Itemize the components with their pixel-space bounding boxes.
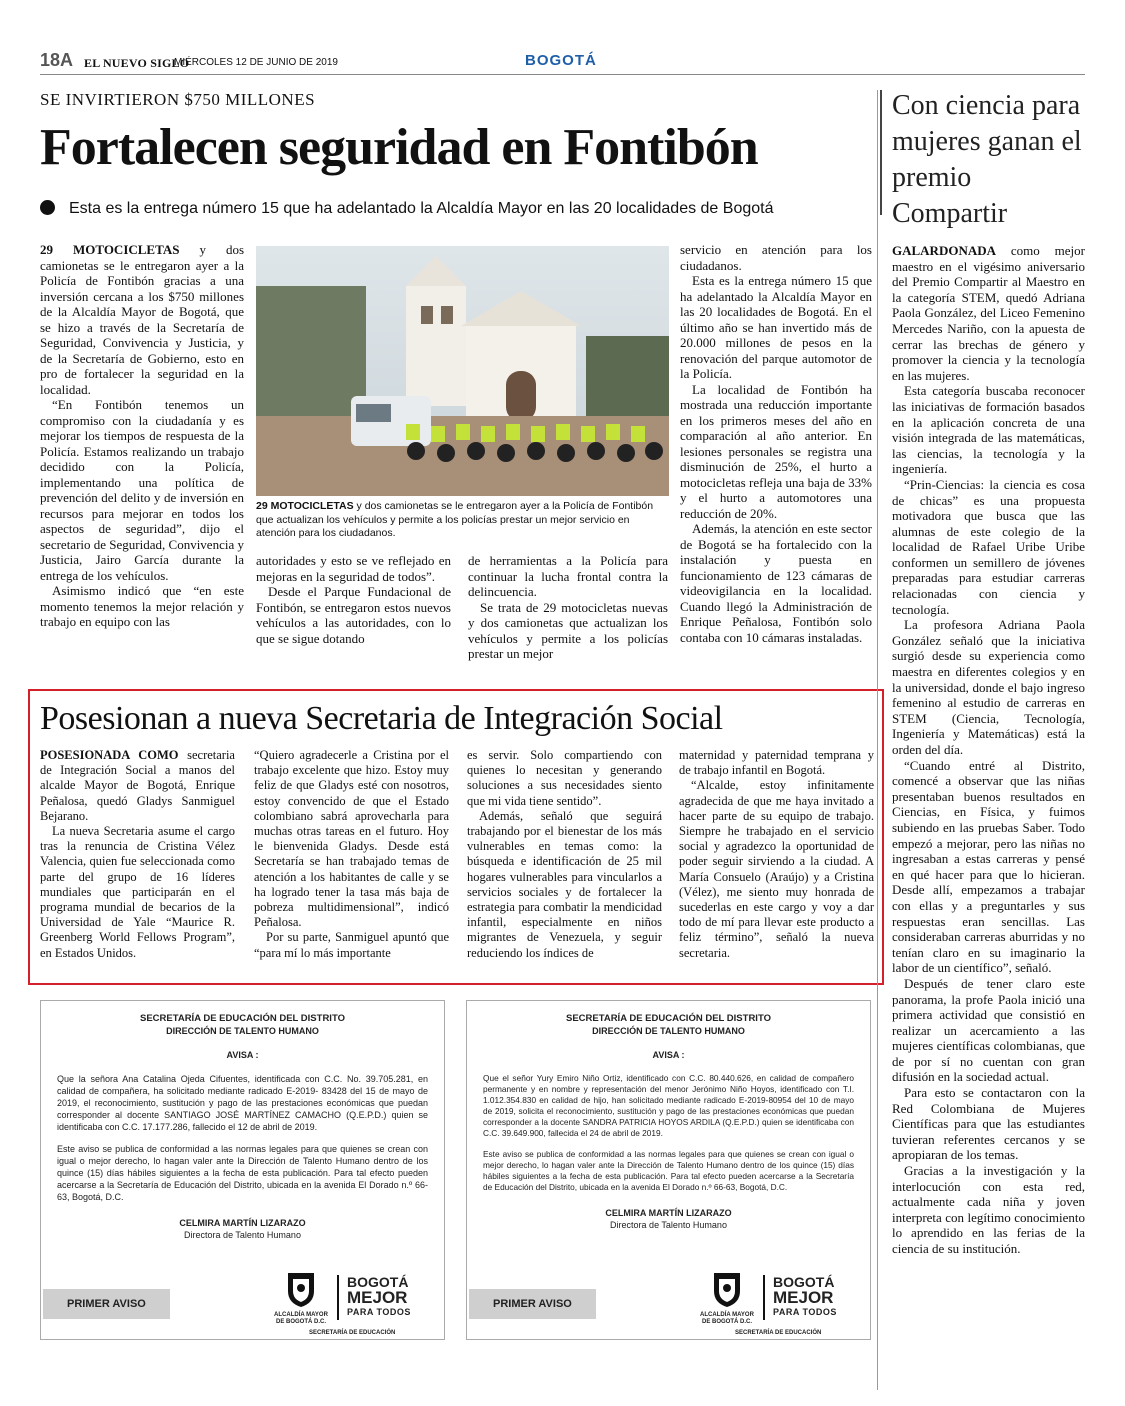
title-rule — [880, 90, 882, 215]
district-logos — [697, 1269, 837, 1326]
church-motorcycles-photo — [256, 246, 669, 496]
main-kicker: SE INVIRTIERON $750 MILLONES — [40, 90, 316, 109]
paragraph: Desde el Parque Fundacional de Fontibón, se entregaron estos nuevos vehículos a las autoridades, con lo que se sigue dotando — [256, 584, 451, 646]
paragraph: y dos camionetas se le entregaron ayer a la Policía de Fontibón gracias a una inversión cercana a los $750 millones de la Alcaldía Mayor de Bogotá, que se hizo a través de la Secretaría de Seguridad, Convivencia y Justicia, y de la Secretaría de Gobierno, esto en pro de fortalecer la seguridad en la localidad. — [40, 242, 244, 397]
paragraph: como mejor maestro en el vigésimo aniversario del Premio Compartir al Maestro en la categoría STEM, quedó Adriana Paola González, del Liceo Femenino Mercedes Nariño, con la apuesta de cerrar las brechas de género y promover la ciencia y la tecnología en las mujeres. — [892, 243, 1085, 383]
second-headline: Posesionan a nueva Secretaria de Integración Social — [40, 700, 723, 737]
second-column-3 — [467, 748, 662, 961]
logo-bogota: BOGOTÁ — [347, 1274, 409, 1290]
main-column-2 — [256, 553, 451, 646]
paragraph: Esta categoría buscaba reconocer las iniciativas de formación basados en la aplicación concreta de una visión integrada de las matemáticas, las ciencias, la tecnología y la ingeniería. — [892, 383, 1085, 477]
second-column-4 — [679, 748, 874, 961]
paragraph: Después de tener claro este panorama, la profe Paola inició una primera actividad que consistió en realizar un acercamiento a las mujeres científicas colombianas, que de por sí no cuentan con gran difusión en la sociedad actual. — [892, 975, 1085, 1085]
signer-role: Directora de Talento Humano — [184, 1230, 301, 1240]
logo-mejor: MEJOR — [773, 1288, 834, 1307]
notice-paragraph: Que el señor Yury Emiro Niño Ortiz, identificado con C.C. 80.440.626, en calidad de compañero permanente y en nombre y representación del menor Jerónimo Niño Hoyos, identificado con T.I. 1.012.354.830 en calidad de hijo, han solicitado mediante radicado E-2019-80954 del 10 de mayo de 2019, solicita el reconocimiento, sustitución y pago de las prestaciones económicas que puedan corresponder a la docente SANDRA PATRICIA HOYOS ARDILA (Q.E.P.D.) quien se identificaba con C.C. 39.649.900, fallecida el 24 de abril de 2019. — [483, 1073, 854, 1138]
sidebar-headline: Con ciencia para mujeres ganan el premio Compartir — [892, 90, 1082, 229]
bogota-mejor-logo — [337, 1275, 411, 1320]
main-column-4 — [680, 242, 872, 645]
alcaldia-logo — [697, 1269, 757, 1326]
first-notice-badge: PRIMER AVISO — [469, 1289, 596, 1319]
notice-paragraph: Este aviso se publica de conformidad a las normas legales para que quienes se crean con igual o mejor derecho, lo hagan valer ante la Dirección de Talento Humano dentro de los quince (15) días hábiles siguientes a la fecha de esta publicación. Para tal efecto pueden acercarse a la Secretaría de Educación del Distrito, ubicada en la avenida El Dorado n.º 66-63, Bogotá, D.C. — [57, 1144, 428, 1202]
notice-paragraph: Que la señora Ana Catalina Ojeda Cifuentes, identificada con C.C. No. 39.705.281, en calidad de compañera, ha solicitado mediante radicado E-2019- 83428 del 15 de mayo de 2019, el reconocimiento, sustitución y pago de las prestaciones económicas que puedan corresponder al docente SANTIAGO JOSÉ MARTÍNEZ CAMACHO (Q.E.P.D.) quien se identificaba con C.C. 17.177.286, fallecido el 12 de abril de 2019. — [57, 1074, 428, 1132]
subhead-text: Esta es la entrega número 15 que ha adelantado la Alcaldía Mayor en las 20 localidades de Bogotá — [69, 200, 774, 217]
signer-role: Directora de Talento Humano — [610, 1220, 727, 1230]
sed-label: SECRETARÍA DE EDUCACIÓN — [735, 1330, 822, 1336]
paragraph: Para esto se contactaron con la Red Colombiana de Mujeres Científicas para que las estudiantes tuvieran referentes cercanos y se apropiaran de los temas. — [892, 1085, 1085, 1163]
notice-subheading: DIRECCIÓN DE TALENTO HUMANO — [166, 1026, 319, 1036]
notice-paragraph: Este aviso se publica de conformidad a las normas legales para que quienes se crean con igual o mejor derecho, lo hagan valer ante la Dirección de Talento Humano dentro de los quince (15) días hábiles siguientes a la fecha de esta publicación. Para tal efecto pueden acercarse a la Secretaría de Educación del Distrito, ubicada en la avenida El Dorado n.º 66-63, Bogotá, D.C. — [483, 1149, 854, 1192]
notice-avisa: AVISA : — [652, 1050, 685, 1060]
paragraph: “Alcalde, estoy infinitamente agradecida de que me haya invitado a hacer parte de su equipo de trabajo. Siempre he trabajado en el servicio social y agradezco la oportunidad de poder seguir sirviendo a la ciudad. A María Consuelo (Araújo) y a Cristina (Vélez), me siento muy honrada de sucederlas en este cargo y voy a dar todo de mí para llevar este producto a feliz término”, señaló la nueva secretaria. — [679, 778, 874, 960]
paragraph: Por su parte, Sanmiguel apuntó que “para mí lo más importante — [254, 930, 449, 960]
bogota-shield-icon — [710, 1269, 744, 1309]
main-subhead — [40, 200, 870, 218]
legal-notice-2 — [466, 1000, 871, 1340]
paragraph: La nueva Secretaria asume el cargo tras la renuncia de Cristina Vélez Valencia, quien fue seleccionada como parte del grupo de 16 líderes mundiales que participarán en el programa mundial de becarios de la Universidad de Yale “Maurice R. Greenberg World Fellows Program”, en Estados Unidos. — [40, 824, 235, 960]
paragraph: “Prin-Ciencias: la ciencia es cosa de chicas” es una propuesta motivadora que busca que las alumnas de este colegio de la localidad de Rafael Uribe Uribe conformen un semillero de jóvenes preparadas para estudiar carreras relacionadas con ciencia y tecnología. — [892, 476, 1085, 617]
logo-para-todos: PARA TODOS — [773, 1307, 837, 1317]
bogota-mejor-logo — [763, 1275, 837, 1320]
paragraph: Además, la atención en este sector de Bogotá se ha fortalecido con la instalación y puesta en funcionamiento de 123 cámaras de videovigilancia en la localidad. Cuando llegó la Administración de Enrique Peñalosa, Fontibón solo contaba con 10 cámaras instaladas. — [680, 521, 872, 645]
page-number: 18A — [40, 50, 74, 70]
paragraph: La localidad de Fontibón ha mostrada una reducción importante en los primeros meses del año en comparación al año anterior. En lesiones personales se registra una disminución de 25%, el hurto a motocicletas refleja una baja de 33% y el hurto a automotores una reducción de 20%. — [680, 381, 872, 521]
issue-date: MIÉRCOLES 12 DE JUNIO DE 2019 — [174, 57, 338, 68]
photo-caption — [256, 500, 669, 541]
paragraph: “En Fontibón tenemos un compromiso con la ciudadanía y es mejorar los tiempos de respuesta de la Policía. Estamos realizando un trabajo decidido con la Policía, implementando una política de prevención del delito y de inversión en recursos para mejorar en todos los aspectos de seguridad”, dijo el secretario de Seguridad, Convivencia y Justicia, Jairo García durante la entrega de los vehículos. — [40, 397, 244, 583]
paragraph: Además, señaló que seguirá trabajando por el bienestar de los más vulnerables en temas como: la búsqueda e identificación de 25 mil hogares vulnerables para vincularlos a servicios sociales y de fortalecer la estrategia para combatir la mendicidad infantil, especialmente en niños migrantes de Venezuela, y seguir reduciendo los índices de — [467, 808, 662, 960]
legal-notice-1 — [40, 1000, 445, 1340]
paragraph: de herramientas a la Policía para continuar la lucha frontal contra la delincuencia. — [468, 553, 668, 599]
notice-signature — [483, 1207, 854, 1231]
paragraph: autoridades y esto se ve reflejado en mejoras en la seguridad de todos”. — [256, 553, 451, 584]
paragraph: La profesora Adriana Paola González señaló que la iniciativa surgió desde su experiencia como maestra en diferentes colegios y en la universidad, donde el bajo ingreso femenino al estudio de carreras en STEM (Ciencia, Tecnología, Ingeniería y Matemáticas) está la orden del día. — [892, 617, 1085, 757]
paragraph: secretaria de Integración Social a manos del alcalde Mayor de Bogotá, Enrique Peñalosa, quedó Gladys Sanmiguel Bejarano. — [40, 748, 235, 823]
bogota-shield-icon — [284, 1269, 318, 1309]
paragraph: Asimismo indicó que “en este momento tenemos la mejor relación y trabajo en equipo con las — [40, 583, 244, 629]
notice-subheading: DIRECCIÓN DE TALENTO HUMANO — [592, 1026, 745, 1036]
paragraph: Esta es la entrega número 15 que ha adelantado la Alcaldía Mayor en las 20 localidades de Bogotá. En el último año se han invertido más de 20.000 millones de pesos en la renovación del parque automotor de la Policía. — [680, 273, 872, 381]
sed-label: SECRETARÍA DE EDUCACIÓN — [309, 1330, 396, 1336]
alcaldia-text: ALCALDÍA MAYOR DE BOGOTÁ D.C. — [274, 1312, 328, 1325]
news-photo — [256, 246, 669, 496]
lead-in: POSESIONADA COMO — [40, 748, 179, 762]
main-column-1 — [40, 242, 244, 630]
alcaldia-logo — [271, 1269, 331, 1326]
paragraph: Se trata de 29 motocicletas nuevas y dos camionetas que actualizan los vehículos y permite a los policías prestar un mejor — [468, 599, 668, 661]
notice-heading: SECRETARÍA DE EDUCACIÓN DEL DISTRITO — [566, 1013, 771, 1024]
notice-signature — [57, 1217, 428, 1241]
paragraph: es servir. Solo compartiendo con quienes lo necesitan y generando soluciones a sus necesidades siento que mi vida tiene sentido”. — [467, 748, 662, 808]
sidebar-story — [892, 243, 1085, 1257]
column-rule — [877, 90, 878, 1390]
paragraph: servicio en atención para los ciudadanos. — [680, 242, 872, 273]
main-headline: Fortalecen seguridad en Fontibón — [40, 119, 758, 176]
caption-lead: 29 MOTOCICLETAS — [256, 500, 354, 512]
second-column-1 — [40, 748, 235, 961]
paragraph: “Cuando entré al Distrito, comencé a observar que las niñas presentaban buenos resultados en Ciencias, en Física, y fuimos subiendo en las pruebas Saber. Todo empezó a mejorar, pero las niñas no ingresaban a estas carreras y pensé en qué hacer para que lo hicieran. Desde allí, empezamos a trabajar con ellas y a preguntarles y sus respuestas eran sencillas. Las consideraban carreras aburridas y no tenían claro en su imaginario la labor de un científico”, señaló. — [892, 757, 1085, 976]
signer-name: CELMIRA MARTÍN LIZARAZO — [605, 1208, 732, 1218]
district-logos — [271, 1269, 411, 1326]
caption-text: y dos camionetas se le entregaron ayer a la Policía de Fontibón que actualizan los vehículos y permite a los policías prestar un mejor servicio en atención para los ciudadanos. — [256, 500, 654, 539]
main-column-3 — [468, 553, 668, 662]
notice-heading: SECRETARÍA DE EDUCACIÓN DEL DISTRITO — [140, 1013, 345, 1024]
section-name: BOGOTÁ — [525, 52, 597, 69]
paragraph: Gracias a la investigación y la interlocución con esta red, actualmente cada niña y joven interpreta con legítimo conocimiento lo aprendido en las ferias de la ciencia de su institución. — [892, 1163, 1085, 1256]
first-notice-badge: PRIMER AVISO — [43, 1289, 170, 1319]
logo-para-todos: PARA TODOS — [347, 1307, 411, 1317]
lead-in: 29 MOTOCICLETAS — [40, 242, 180, 257]
notice-avisa: AVISA : — [226, 1050, 259, 1060]
bullet-icon — [40, 200, 55, 215]
newspaper-name: EL NUEVO SIGLO — [84, 56, 190, 70]
lead-in: GALARDONADA — [892, 243, 996, 258]
second-column-2 — [254, 748, 449, 961]
alcaldia-text: ALCALDÍA MAYOR DE BOGOTÁ D.C. — [700, 1312, 754, 1325]
paragraph: maternidad y paternidad temprana y de trabajo infantil en Bogotá. — [679, 748, 874, 778]
signer-name: CELMIRA MARTÍN LIZARAZO — [179, 1218, 306, 1228]
logo-bogota: BOGOTÁ — [773, 1274, 835, 1290]
masthead — [40, 50, 1085, 75]
paragraph: “Quiero agradecerle a Cristina por el trabajo excelente que hizo. Estoy muy feliz de que Gladys esté con nosotros, estoy convencido de que el Estado colombiano sabrá aprovecharla para muchas otras tareas en el futuro. Hoy le bienvenida Gladys. Desde está Secretaría se han trabajado temas de atención a los habitantes de calle y se ha logrado tener la tasa más baja de pobreza multidimensional”, indicó Peñalosa. — [254, 748, 449, 930]
logo-mejor: MEJOR — [347, 1288, 408, 1307]
